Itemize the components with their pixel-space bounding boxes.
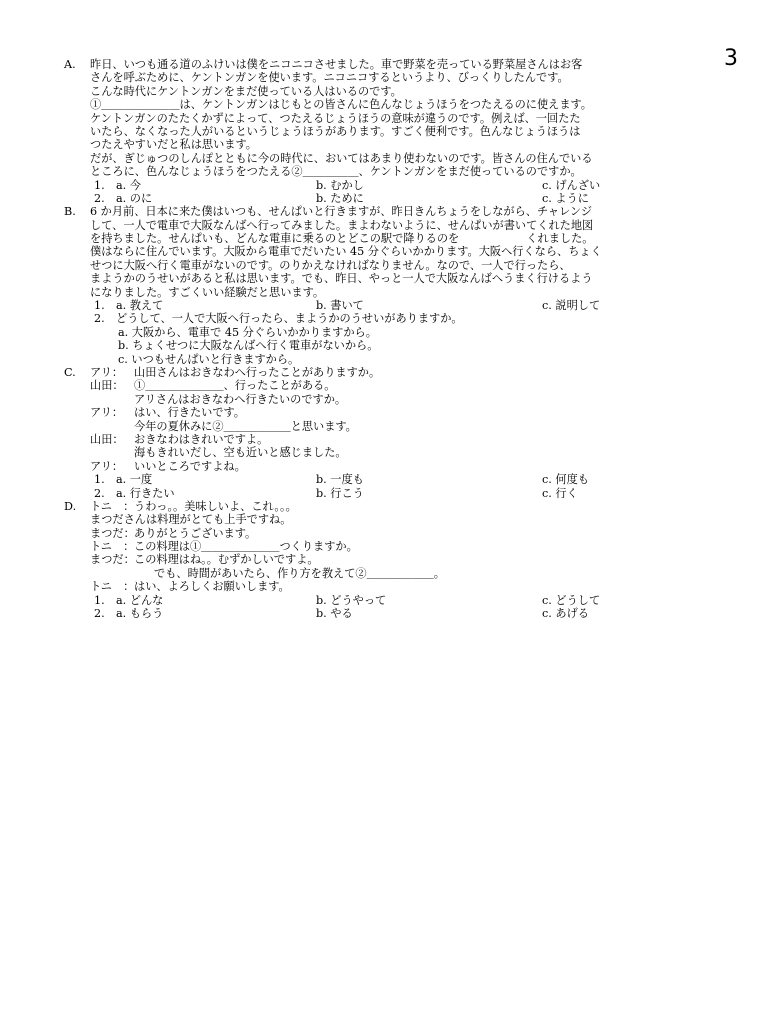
choice-b[interactable]: b. 行こう bbox=[316, 486, 364, 500]
choice-c[interactable]: c. ように bbox=[542, 191, 589, 205]
choice-a[interactable]: a. もらう bbox=[116, 607, 164, 621]
section-a bbox=[62, 58, 722, 205]
dialogue-text: アリさんはおきなわへ行きたいのですか。 bbox=[134, 392, 347, 406]
dialogue-text: 海もきれいだし、空も近いと感じました。 bbox=[134, 446, 347, 460]
section-d-label: D. bbox=[64, 499, 77, 513]
section-b-label: B. bbox=[64, 205, 76, 219]
passage-line: 6 か月前、日本に来た僕はいつも、せんぱいと行きますが、昨日きんちょうをしながら、チャレンジ bbox=[90, 205, 593, 219]
speaker: まつだ： bbox=[90, 526, 135, 540]
question-number: 1. bbox=[94, 473, 105, 487]
passage-line: だが、ぎじゅつのしんぽとともに今の時代に、おいてはあまり使わないのです。皆さんの住んでいる bbox=[90, 151, 593, 165]
dialogue-text: おきなわはきれいですよ。 bbox=[134, 432, 269, 446]
speaker: まつだ： bbox=[90, 553, 135, 567]
section-d bbox=[62, 500, 722, 621]
page-number: 3 bbox=[724, 46, 738, 71]
worksheet bbox=[62, 58, 722, 620]
question-row bbox=[62, 299, 722, 312]
choice-a[interactable]: a. 今 bbox=[116, 178, 141, 192]
speaker: アリ： bbox=[90, 365, 124, 379]
speaker: トニ ： bbox=[90, 580, 135, 594]
section-b bbox=[62, 205, 722, 366]
question-row bbox=[62, 607, 722, 620]
choice-a[interactable]: a. 行きたい bbox=[116, 486, 175, 500]
dialogue-text: ありがとうございます。 bbox=[134, 526, 257, 540]
passage-line: を持ちました。せんぱいも、どんな電車に乗るのとどこの駅で降りるのを くれました。 bbox=[90, 232, 594, 246]
dialogue-text: はい、よろしくお願いします。 bbox=[134, 580, 290, 594]
speaker: 山田： bbox=[90, 432, 124, 446]
dialogue-text: この料理はね。。むずかしいですよ。 bbox=[134, 553, 319, 567]
question-row bbox=[62, 192, 722, 205]
dialogue-text: うわっ。。美味しいよ、これ。。。 bbox=[134, 499, 297, 513]
passage-line: 僕はならに住んでいます。大阪から電車でだいたい 45 分ぐらいかかります。大阪へ行くなら、ちょく bbox=[90, 245, 602, 259]
speaker: アリ： bbox=[90, 406, 124, 420]
dialogue-text: この料理は①＿＿＿＿＿＿＿つくりますか。 bbox=[134, 540, 358, 554]
passage-line: こんな時代にケントンガンをまだ使っている人はいるのです。 bbox=[90, 84, 402, 98]
passage-line: まようかのうせいがあると私は思います。でも、昨日、やっと一人で大阪なんばへうまく行けるよう bbox=[90, 272, 593, 286]
speaker: トニ ： bbox=[90, 499, 135, 513]
choice-c[interactable]: c. どうして bbox=[542, 593, 601, 607]
passage-line: いたら、なくなった人がいるというじょうほうがあります。すごく便利です。色んなじょうほうは bbox=[90, 124, 581, 138]
question-row bbox=[62, 312, 722, 325]
question-number: 2. bbox=[94, 486, 105, 500]
question-text: どうして、一人で大阪へ行ったら、まようかのうせいがありますか。 bbox=[116, 312, 463, 326]
passage-line: になりました。すごくいい経験だと思います。 bbox=[90, 285, 325, 299]
passage-line: 昨日、いつも通る道のふけいは僕をニコニコさせました。車で野菜を売っている野菜屋さんはお客 bbox=[90, 58, 583, 71]
choice-c[interactable]: c. 何度も bbox=[542, 473, 589, 487]
choice-b[interactable]: b. むかし bbox=[316, 178, 364, 192]
dialogue-text: ①＿＿＿＿＿＿＿、行ったことがある。 bbox=[134, 379, 336, 393]
speaker: 山田： bbox=[90, 379, 124, 393]
speaker: アリ： bbox=[90, 459, 124, 473]
question-row bbox=[62, 179, 722, 192]
passage-line: ケントンガンのたたくかずによって、つたえるじょうほうの意味が違うのです。例えば、一回たた bbox=[90, 111, 581, 125]
choice-b[interactable]: b. 一度も bbox=[316, 473, 364, 487]
choice-b[interactable]: b. やる bbox=[316, 607, 353, 621]
choice-b[interactable]: b. ために bbox=[316, 191, 364, 205]
choice-b[interactable]: b. ちょくせつに大阪なんばへ行く電車がないから。 bbox=[118, 339, 379, 353]
passage-line: ①＿＿＿＿＿＿＿は、ケントンガンはじもとの皆さんに色んなじょうほうをつたえるのに使えます。 bbox=[90, 98, 592, 112]
choice-c[interactable]: c. あげる bbox=[542, 607, 589, 621]
section-a-label: A. bbox=[64, 58, 76, 71]
question-number: 1. bbox=[94, 593, 105, 607]
choice-c[interactable]: c. げんざい bbox=[542, 178, 601, 192]
dialogue-text: いいところですよね。 bbox=[134, 459, 246, 473]
passage-line: せつに大阪へ行く電車がないのです。のりかえなければなりません。なので、一人で行ったら、 bbox=[90, 258, 571, 272]
speaker: トニ ： bbox=[90, 540, 135, 554]
question-number: 2. bbox=[94, 312, 105, 326]
choice-a[interactable]: a. どんな bbox=[116, 593, 164, 607]
section-c-label: C. bbox=[64, 365, 76, 379]
passage-line: さんを呼ぶために、ケントンガンを使います。ニコニコするというより、びっくりしたんです。 bbox=[90, 71, 569, 85]
choice-a[interactable]: a. のに bbox=[116, 191, 153, 205]
passage-line: ところに、色んなじょうほうをつたえる②＿＿＿＿＿、ケントンガンをまだ使っているのですか。 bbox=[90, 165, 582, 179]
choice-a[interactable]: a. 大阪から、電車で 45 分ぐらいかかりますから。 bbox=[118, 325, 377, 339]
dialogue-text: 今年の夏休みに②＿＿＿＿＿＿と思います。 bbox=[134, 419, 357, 433]
choice-c[interactable]: c. 行く bbox=[542, 486, 578, 500]
choice-a[interactable]: a. 教えて bbox=[116, 299, 164, 313]
choice-c[interactable]: c. いつもせんぱいと行きますから。 bbox=[118, 352, 300, 366]
dialogue-text: まつださんは料理がとても上手ですね。 bbox=[90, 513, 292, 527]
choice-c[interactable]: c. 説明して bbox=[542, 299, 601, 313]
choice-b[interactable]: b. 書いて bbox=[316, 299, 364, 313]
choice-a[interactable]: a. 一度 bbox=[116, 473, 153, 487]
passage-line: つたえやすいだと私は思います。 bbox=[90, 138, 257, 152]
choice-b[interactable]: b. どうやって bbox=[316, 593, 387, 607]
question-row bbox=[62, 594, 722, 607]
question-row bbox=[62, 473, 722, 486]
question-number: 2. bbox=[94, 607, 105, 621]
question-number: 1. bbox=[94, 178, 105, 192]
passage-line: して、一人で電車で大阪なんばへ行ってみました。まよわないように、せんぱいが書いてくれた地図 bbox=[90, 218, 594, 232]
question-number: 1. bbox=[94, 299, 105, 313]
dialogue-text: でも、時間があいたら、作り方を教えて②＿＿＿＿＿＿。 bbox=[154, 566, 445, 580]
question-row bbox=[62, 487, 722, 500]
question-number: 2. bbox=[94, 191, 105, 205]
dialogue-text: はい、行きたいです。 bbox=[134, 406, 245, 420]
dialogue-text: 山田さんはおきなわへ行ったことがありますか。 bbox=[134, 365, 381, 379]
section-c bbox=[62, 366, 722, 500]
